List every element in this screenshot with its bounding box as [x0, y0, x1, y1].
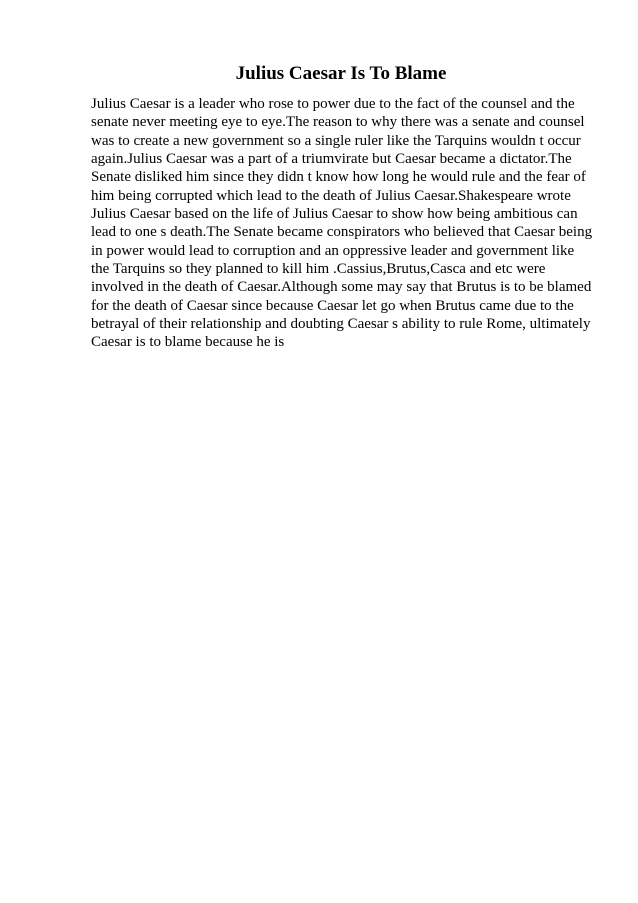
- body-line: lead to one s death.The Senate became conspirators who believed that Caesar being: [91, 224, 593, 241]
- body-line: Julius Caesar based on the life of Julius Caesar to show how being ambitious can: [91, 205, 578, 222]
- document-body: [91, 95, 591, 352]
- body-line: Caesar is to blame because he is: [91, 334, 285, 351]
- body-line: him being corrupted which lead to the death of Julius Caesar.Shakespeare wrote: [91, 187, 571, 204]
- body-line: senate never meeting eye to eye.The reason to why there was a senate and counsel: [91, 114, 585, 131]
- body-line: Julius Caesar is a leader who rose to power due to the fact of the counsel and the: [91, 96, 575, 112]
- document-title: Julius Caesar Is To Blame: [235, 63, 447, 84]
- body-line: betrayal of their relationship and doubting Caesar s ability to rule Rome, ultimately: [91, 315, 591, 332]
- body-line: for the death of Caesar since because Caesar let go when Brutus came due to the: [91, 297, 574, 314]
- body-line: involved in the death of Caesar.Although some may say that Brutus is to be blamed: [91, 279, 592, 296]
- body-line: was to create a new government so a single ruler like the Tarquins wouldn t occur: [91, 132, 581, 149]
- body-line: the Tarquins so they planned to kill him .Cassius,Brutus,Casca and etc were: [91, 260, 546, 277]
- body-line: in power would lead to corruption and an oppressive leader and government like: [91, 242, 575, 259]
- body-line: again.Julius Caesar was a part of a triumvirate but Caesar became a dictator.The: [91, 150, 572, 167]
- body-line: Senate disliked him since they didn t know how long he would rule and the fear of: [91, 169, 586, 186]
